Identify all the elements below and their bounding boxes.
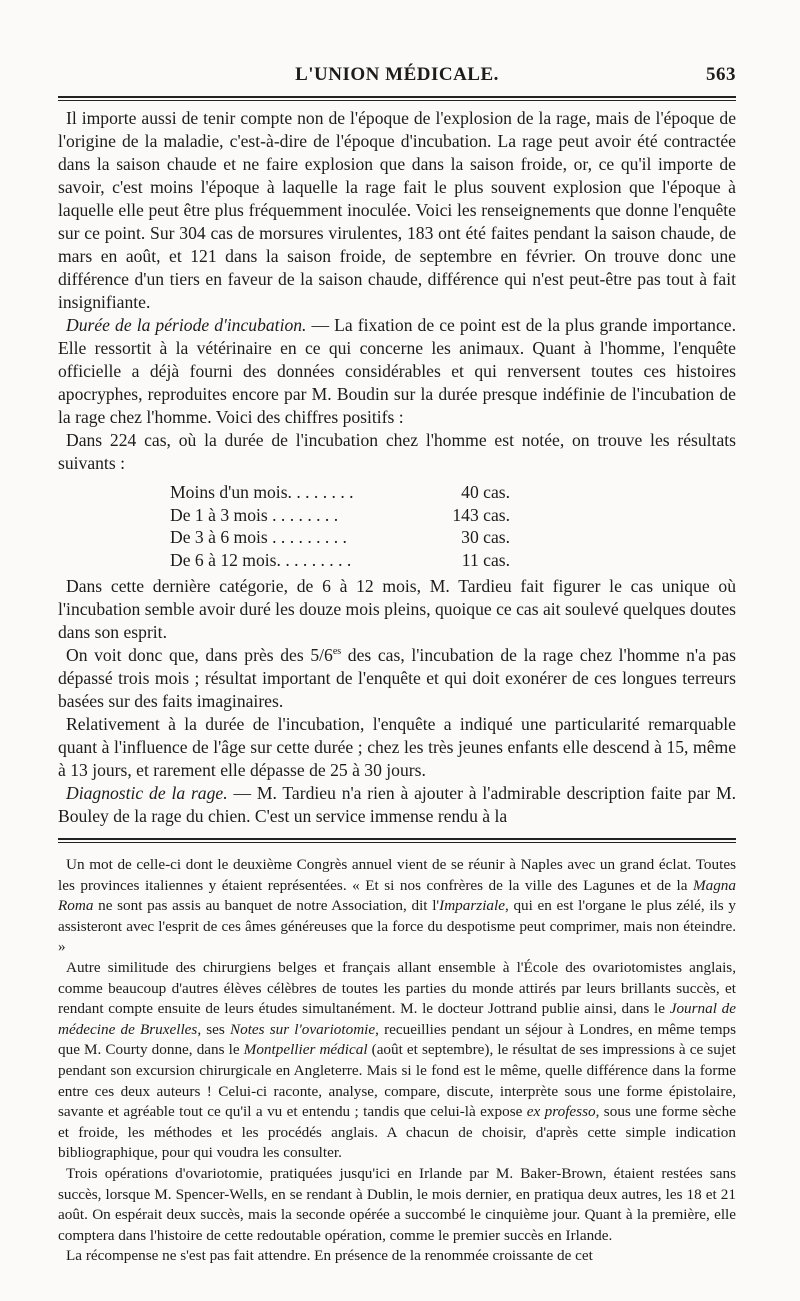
table-row <box>170 549 736 572</box>
row-label: De 6 à 12 mois. . . . . . . . . <box>170 549 352 570</box>
note-text: La récompense ne s'est pas fait attendre. En présence de la renommée croissante de cet <box>66 1247 593 1265</box>
paragraph-text: — La fixation de ce point est de la plus grande importance. Elle ressortit à la vétérinaire en ce qui concerne les animaux. Quant à l'homme, l'enquête officielle a déjà fourni des données considérables et qui renversent toutes ces histoires apocryphes, reproduites encore par M. Boudin sur la durée presque indéfinie de l'incubation de la rage chez l'homme. Voici des chiffres positifs : <box>58 315 736 427</box>
note-text: Un mot de celle-ci dont le deuxième Congrès annuel vient de se réunir à Naples avec un grand éclat. Toutes les provinces italiennes y étaient représentées. « Et si nos confrères de la ville des Lagunes et de la <box>58 856 736 894</box>
note-text: , ses <box>197 1020 230 1038</box>
row-value: 30 cas. <box>461 527 510 547</box>
note-paragraph <box>58 1246 736 1267</box>
row-label: Moins d'un mois. . . . . . . . <box>170 482 354 502</box>
row-label: De 1 à 3 mois . . . . . . . . <box>170 504 339 525</box>
table-row <box>170 526 736 549</box>
note-text: (août et septembre), le résultat de ses impressions à ce sujet pendant son excursion chirurgicale en Angleterre. Mais si le fond est le même, quelle différence dans la forme entre ces deux auteurs ! Celui-ci raconte, analyse, compare, discute, interprète sous une forme épistolaire, savante et agréable tout ce qu'il a vu et entendu ; tandis que celui-là expose <box>58 1041 736 1121</box>
paragraph-text: des cas, l'incubation de la rage chez l'homme n'a pas dépassé trois mois ; résultat important de l'enquête et qui doit exonérer de ces longues terreurs basées sur des faits imaginaires. <box>58 645 736 711</box>
feuilleton-text <box>58 855 736 1267</box>
header-rule <box>58 96 736 101</box>
note-text: , sous une forme sèche et froide, les méthodes et les procédés anglais. A chacun de choisir, d'après cette simple indication bibliographique, pour qui voudra les consulter. <box>58 1103 736 1162</box>
paragraph <box>58 107 736 314</box>
paragraph <box>58 782 736 828</box>
row-value: 11 cas. <box>461 549 510 570</box>
running-head <box>58 58 736 90</box>
paragraph <box>58 575 736 644</box>
paragraph-text: Dans cette dernière catégorie, de 6 à 12 mois, M. Tardieu fait figurer le cas unique où l'incubation semble avoir duré les douze mois pleins, quoique ce cas ait soulevé quelques doutes dans son esprit. <box>58 576 736 642</box>
italic-text: Montpellier médical <box>243 1041 368 1059</box>
section-heading: Durée de la période d'incubation. <box>66 315 307 335</box>
paragraph <box>58 314 736 429</box>
paragraph-text: — M. Tardieu n'a rien à ajouter à l'admirable description faite par M. Bouley de la rage du chien. C'est un service immense rendu à la <box>58 783 736 826</box>
note-paragraph <box>58 958 736 1164</box>
journal-title: L'UNION MÉDICALE. <box>295 64 499 85</box>
note-text: Autre similitude des chirurgiens belges et français allant ensemble à l'École des ovariotomistes anglais, comme beaucoup d'autres élèves célèbres de toutes les parties du monde attirés par leurs brillants succès, et rendant compte ensuite de leurs études simultanément. M. le docteur Jottrand publie ainsi, dans le <box>58 958 736 1018</box>
feuilleton-rule <box>58 838 736 843</box>
italic-text: Magna Roma <box>58 876 736 915</box>
note-text: , recueillies pendant un séjour à Londres, en même temps que M. Courty donne, dans le <box>58 1020 737 1059</box>
paragraph <box>58 429 736 475</box>
note-paragraph <box>58 1164 736 1246</box>
table-row <box>170 481 736 504</box>
superscript: es <box>332 646 342 658</box>
note-text: ne sont pas assis au banquet de notre Association, dit l' <box>93 897 440 915</box>
paragraph-text: Relativement à la durée de l'incubation, l'enquête a indiqué une particularité remarquable quant à l'influence de l'âge sur cette durée ; chez les très jeunes enfants elle descend à 15, même à 13 jours, et rarement elle dépasse de 25 à 30 jours. <box>58 714 736 780</box>
paragraph <box>58 644 736 713</box>
italic-text: Journal de médecine de Bruxelles <box>58 1000 736 1038</box>
paragraph <box>58 713 736 782</box>
page <box>58 58 736 1267</box>
row-label: De 3 à 6 mois . . . . . . . . . <box>170 527 347 547</box>
italic-text: Imparziale <box>439 897 505 915</box>
main-text <box>58 107 736 828</box>
table-row <box>170 504 736 527</box>
row-value: 143 cas. <box>452 504 510 525</box>
section-heading: Diagnostic de la rage. <box>66 783 228 803</box>
row-value: 40 cas. <box>461 482 510 502</box>
italic-text: Notes sur l'ovariotomie <box>229 1020 376 1038</box>
paragraph-text: On voit donc que, dans près des 5/6 <box>66 645 333 665</box>
italic-text: ex professo <box>526 1103 596 1121</box>
paragraph-text: Dans 224 cas, où la durée de l'incubation chez l'homme est notée, on trouve les résultats suivants : <box>58 430 736 473</box>
paragraph-text: Il importe aussi de tenir compte non de l'époque de l'explosion de la rage, mais de l'époque de l'origine de la maladie, c'est-à-dire de l'époque d'incubation. La rage peut avoir été contractée dans la saison chaude et ne faire explosion que dans la saison froide, or, ce qu'il importe de savoir, c'est moins l'époque à laquelle la rage fait le plus souvent explosion que l'époque à laquelle elle peut être plus fréquemment inoculée. Voici les renseignements que donne l'enquête sur ce point. Sur 304 cas de morsures virulentes, 183 ont été faites pendant la saison chaude, de mars en août, et 121 dans la saison froide, de septembre en février. On trouve donc une différence d'un tiers en faveur de la saison chaude, différence qui n'est peut-être pas tout à fait insignifiante. <box>58 108 736 312</box>
note-text: Trois opérations d'ovariotomie, pratiquées jusqu'ici en Irlande par M. Baker-Brown, étaient restées sans succès, lorsque M. Spencer-Wells, en se rendant à Dublin, le mois dernier, en pratiqua deux autres, les 18 et 21 août. On espérait deux succès, mais la seconde opérée a succombé le cinquième jour. Quant à la première, elle comptera dans l'histoire de cette redoutable opération, comme le premier succès en Irlande. <box>58 1164 736 1244</box>
note-text: , qui en est l'organe le plus zélé, ils y assisteront avec l'esprit de ces âmes généreuses que la force du despotisme peut comprimer, mais non éteindre. » <box>58 897 736 956</box>
note-paragraph <box>58 855 736 958</box>
page-number: 563 <box>706 64 736 85</box>
incubation-table <box>170 481 736 571</box>
